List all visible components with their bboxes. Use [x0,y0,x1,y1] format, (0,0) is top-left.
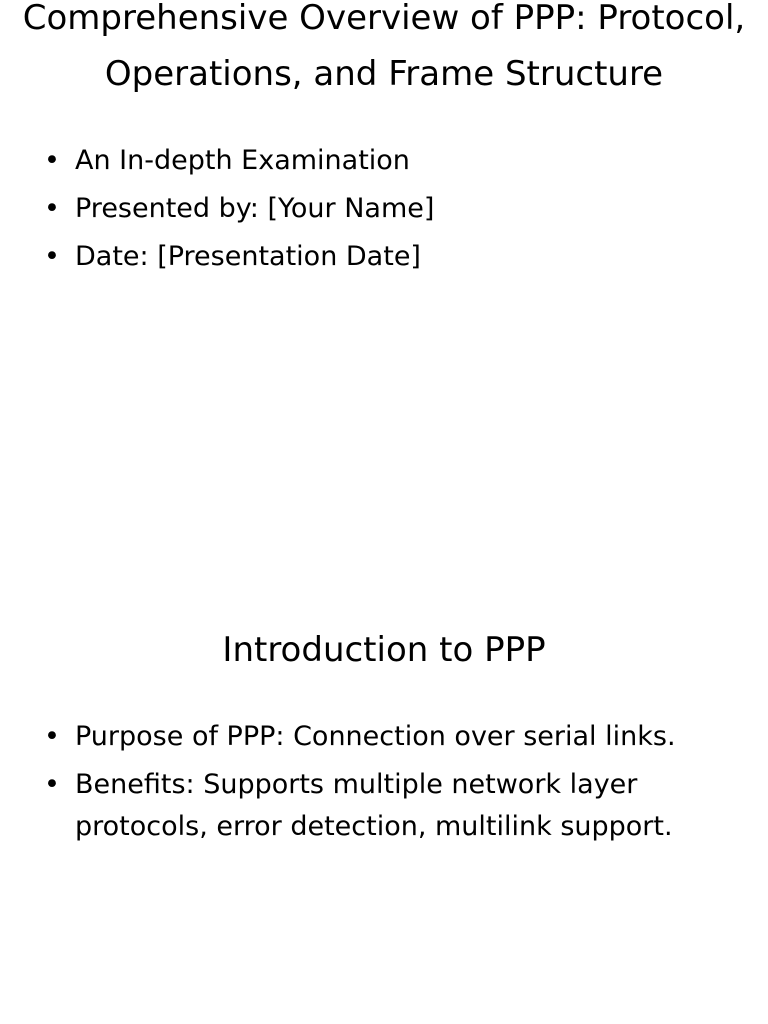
bullet-item [44,764,734,848]
bullet-item [44,140,734,182]
bullet-text: Presented by: [Your Name] [75,193,435,224]
slide-introduction [0,576,768,1024]
bullet-list [44,716,734,854]
bullet-text: An In-depth Examination [75,145,410,176]
bullet-icon: • [44,721,60,752]
bullet-text: Benefits: Supports multiple network layer protocols, error detection, multilink support. [75,769,673,842]
bullet-item [44,188,734,230]
bullet-text: Date: [Presentation Date] [75,241,421,272]
bullet-item [44,236,734,278]
bullet-icon: • [44,145,60,176]
bullet-item [44,716,734,758]
bullet-text: Purpose of PPP: Connection over serial links. [75,721,676,752]
slide-title: Comprehensive Overview of PPP: Protocol, Operations, and Frame Structure [22,0,746,94]
bullet-icon: • [44,241,60,272]
bullet-icon: • [44,769,60,800]
slide-title: Introduction to PPP [222,630,546,670]
bullet-icon: • [44,193,60,224]
bullet-list [44,140,734,284]
